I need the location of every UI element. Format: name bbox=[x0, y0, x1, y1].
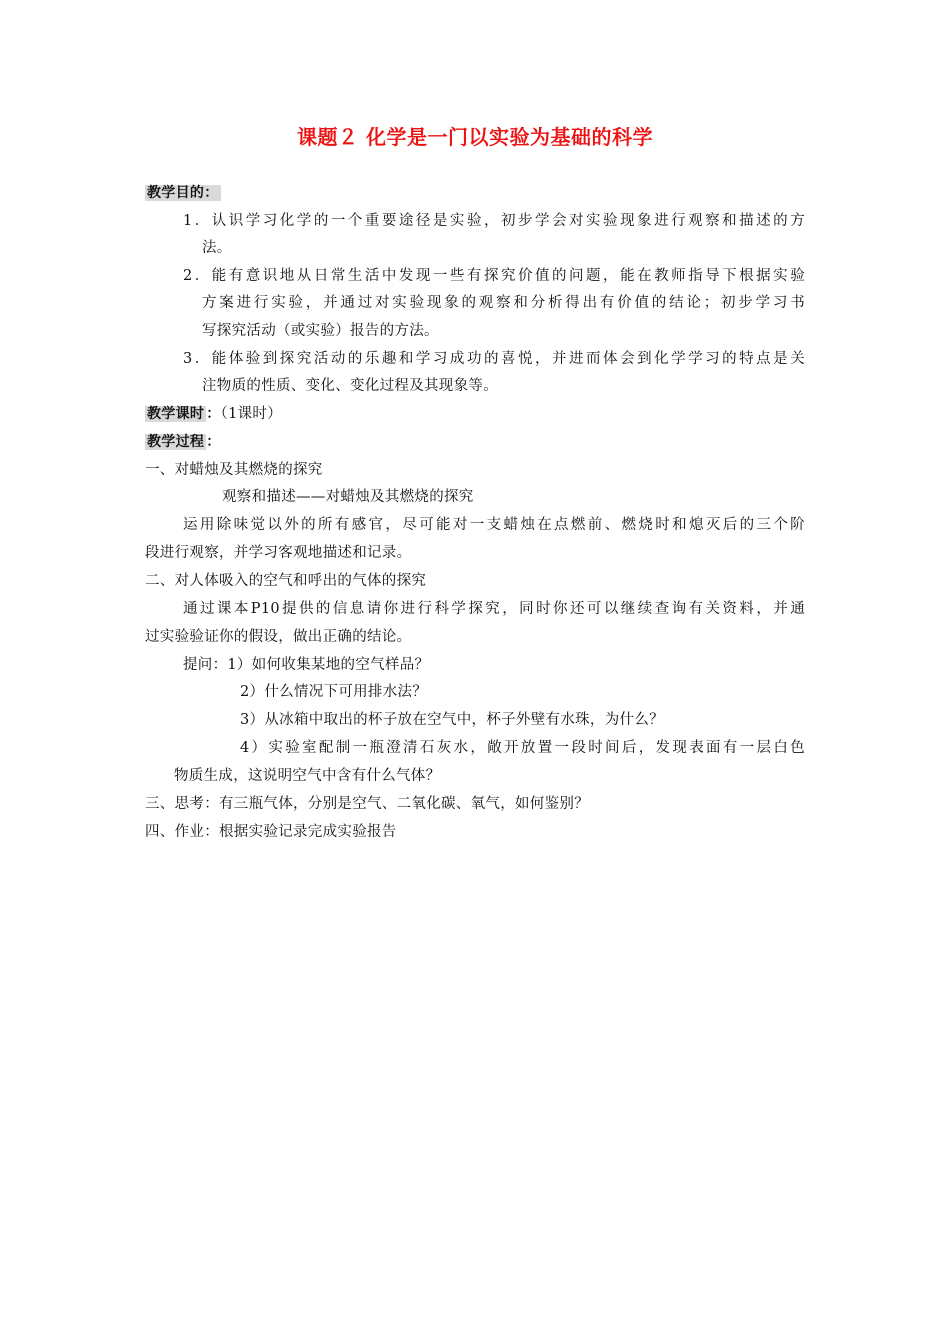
objective-1-line-2: 法。 bbox=[202, 240, 232, 256]
question-3: 3）从冰箱中取出的杯子放在空气中，杯子外壁有水珠，为什么？ bbox=[240, 712, 664, 728]
objective-3-line-2: 注物质的性质、变化、变化过程及其现象等。 bbox=[202, 378, 498, 394]
section-2-title: 二、对人体吸入的空气和呼出的气体的探究 bbox=[145, 573, 427, 589]
hours-heading: 教学课时 bbox=[147, 406, 205, 422]
section-4-title: 四、作业：根据实验记录完成实验报告 bbox=[145, 824, 397, 840]
objective-2-line-2: 方案进行实验，并通过对实验现象的观察和分析得出有价值的结论；初步学习书 bbox=[202, 295, 805, 311]
question-2: 2）什么情况下可用排水法？ bbox=[240, 684, 428, 700]
objective-2-line-3: 写探究活动（或实验）报告的方法。 bbox=[202, 323, 439, 339]
section-1-subtitle: 观察和描述——对蜡烛及其燃烧的探究 bbox=[222, 489, 474, 505]
document-title: 课题２ 化学是一门以实验为基础的科学 bbox=[297, 125, 653, 149]
question-1: 提问：1）如何收集某地的空气样品？ bbox=[183, 657, 430, 673]
hours-value: （1课时） bbox=[220, 406, 282, 422]
objectives-heading bbox=[145, 183, 221, 203]
section-2-paragraph-line-1: 通过课本P10提供的信息请你进行科学探究，同时你还可以继续查询有关资料，并通 bbox=[183, 601, 805, 617]
objective-3-line-1: 3．能体验到探究活动的乐趣和学习成功的喜悦，并进而体会到化学学习的特点是关 bbox=[183, 351, 805, 367]
section-1-title: 一、对蜡烛及其燃烧的探究 bbox=[145, 462, 323, 478]
process-heading: 教学过程 bbox=[147, 434, 205, 450]
process-row bbox=[145, 432, 221, 452]
question-4-line-2: 物质生成，这说明空气中含有什么气体？ bbox=[174, 768, 441, 784]
objective-1-line-1: 1．认识学习化学的一个重要途径是实验，初步学会对实验现象进行观察和描述的方 bbox=[183, 213, 805, 229]
objectives-heading-text: 教学目的： bbox=[147, 185, 219, 201]
section-3-title: 三、思考：有三瓶气体，分别是空气、二氧化碳、氧气，如何鉴别？ bbox=[145, 796, 589, 812]
objective-2-line-1: 2．能有意识地从日常生活中发现一些有探究价值的问题，能在教师指导下根据实验 bbox=[183, 268, 805, 284]
section-1-paragraph-line-1: 运用除味觉以外的所有感官，尽可能对一支蜡烛在点燃前、燃烧时和熄灭后的三个阶 bbox=[183, 517, 805, 533]
hours-row bbox=[145, 404, 282, 424]
process-colon: ： bbox=[206, 434, 221, 450]
section-2-paragraph-line-2: 过实验验证你的假设，做出正确的结论。 bbox=[145, 629, 412, 645]
hours-colon: ： bbox=[206, 406, 221, 422]
section-1-paragraph-line-2: 段进行观察，并学习客观地描述和记录。 bbox=[145, 545, 412, 561]
question-4-line-1: 4）实验室配制一瓶澄清石灰水，敞开放置一段时间后，发现表面有一层白色 bbox=[240, 740, 805, 756]
